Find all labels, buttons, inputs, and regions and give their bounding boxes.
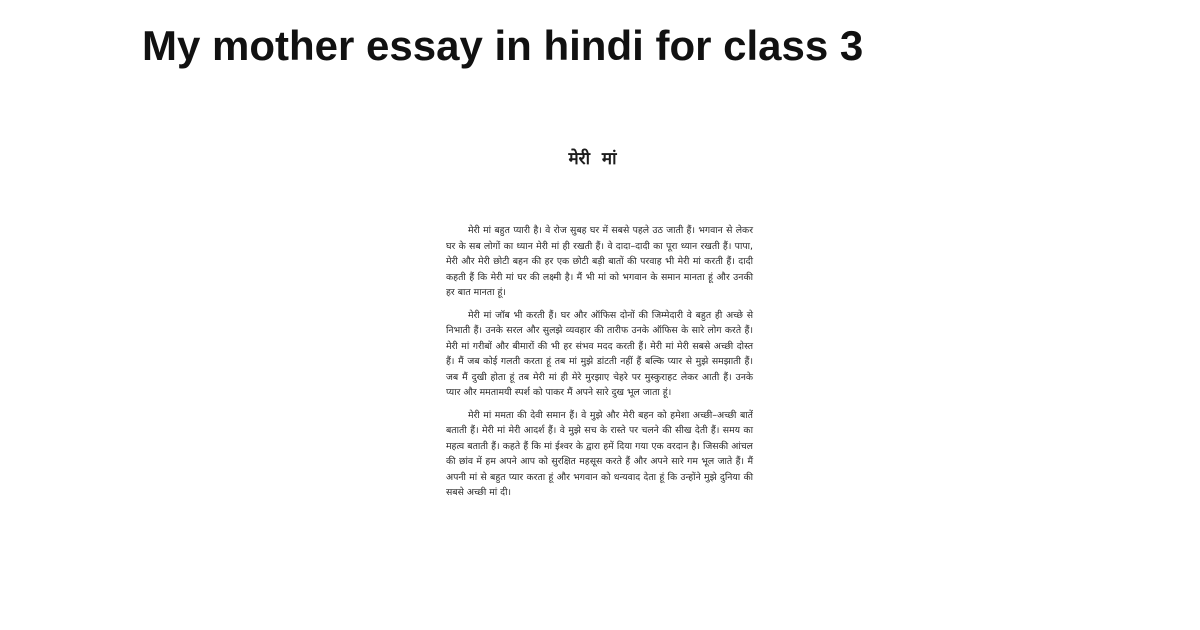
- essay-paragraph: मेरी मां ममता की देवी समान हैं। वे मुझे और मेरी बहन को हमेशा अच्छी–अच्छी बातें बताती हैं। मेरी मां मेरी आदर्श हैं। वे मुझे सच के रास्ते पर चलने की सीख देती हैं। समय का महत्व बताती हैं। कहते हैं कि मां ईश्वर के द्वारा हमें दिया गया एक वरदान है। जिसकी आंचल की छांव में हम अपने आप को सुरक्षित महसूस करते हैं और अपने सारे गम भूल जाते हैं। मैं अपनी मां से बहुत प्यार करता हूं और भगवान को धन्यवाद देता हूं कि उन्होंने मुझे दुनिया की सबसे अच्छी मां दी।: [446, 409, 753, 498]
- essay-body: [446, 223, 753, 508]
- page-title: My mother essay in hindi for class 3: [142, 22, 864, 69]
- essay-heading: मेरी मां: [568, 149, 617, 169]
- essay-paragraph: मेरी मां जॉब भी करती हैं। घर और ऑफिस दोनों की जिम्मेदारी वे बहुत ही अच्छे से निभाती हैं। उनके सरल और सुलझे व्यवहार की तारीफ उनके ऑफिस के सारे लोग करते हैं। मेरी मां गरीबों और बीमारों की भी हर संभव मदद करती हैं। मेरी मां मेरी सबसे अच्छी दोस्त हैं। मैं जब कोई गलती करता हूं तब मां मुझे डांटती नहीं हैं बल्कि प्यार से मुझे समझाती हैं। जब मैं दुखी होता हूं तब मेरी मां ही मेरे मुरझाए चेहरे पर मुस्कुराहट लेकर आती हैं। उनके प्यार और ममतामयी स्पर्श को पाकर मैं अपने सारे दुख भूल जाता हूं।: [446, 309, 753, 398]
- scanned-essay-page: [420, 128, 765, 630]
- essay-paragraph: मेरी मां बहुत प्यारी है। वे रोज सुबह घर में सबसे पहले उठ जाती हैं। भगवान से लेकर घर के सब लोगों का ध्यान मेरी मां ही रखती हैं। वे दादा–दादी का पूरा ध्यान रखती हैं। पापा, मेरी और मेरी छोटी बहन की हर एक छोटी बड़ी बातों की परवाह भी मेरी मां करती हैं। दादी कहती हैं कि मेरी मां घर की लक्ष्मी है। मैं भी मां को भगवान के समान मानता हूं और उनकी हर बात मानता हूं।: [446, 225, 753, 298]
